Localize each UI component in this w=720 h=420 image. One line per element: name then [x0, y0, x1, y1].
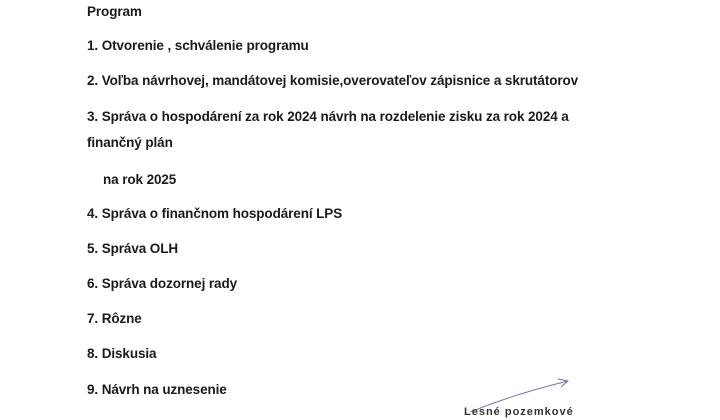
agenda-item-3-cont: finančný plán [87, 135, 173, 150]
program-heading: Program [87, 4, 142, 19]
agenda-item-4: 4. Správa o finančnom hospodárení LPS [87, 206, 343, 221]
agenda-item-5: 5. Správa OLH [87, 241, 178, 256]
stamp-text: Lesné pozemkové [464, 406, 574, 418]
agenda-item-6: 6. Správa dozornej rady [87, 276, 238, 291]
agenda-item-7: 7. Rôzne [87, 311, 142, 326]
agenda-item-3: 3. Správa o hospodárení za rok 2024 návrh na rozdelenie zisku za rok 2024 a [87, 109, 569, 124]
agenda-item-3-cont2: na rok 2025 [103, 172, 177, 187]
agenda-item-1: 1. Otvorenie , schválenie programu [87, 38, 309, 53]
agenda-item-8: 8. Diskusia [87, 346, 157, 361]
agenda-item-2: 2. Voľba návrhovej, mandátovej komisie,overovateľov zápisnice a skrutátorov [87, 73, 579, 88]
agenda-item-9: 9. Návrh na uznesenie [87, 382, 227, 397]
